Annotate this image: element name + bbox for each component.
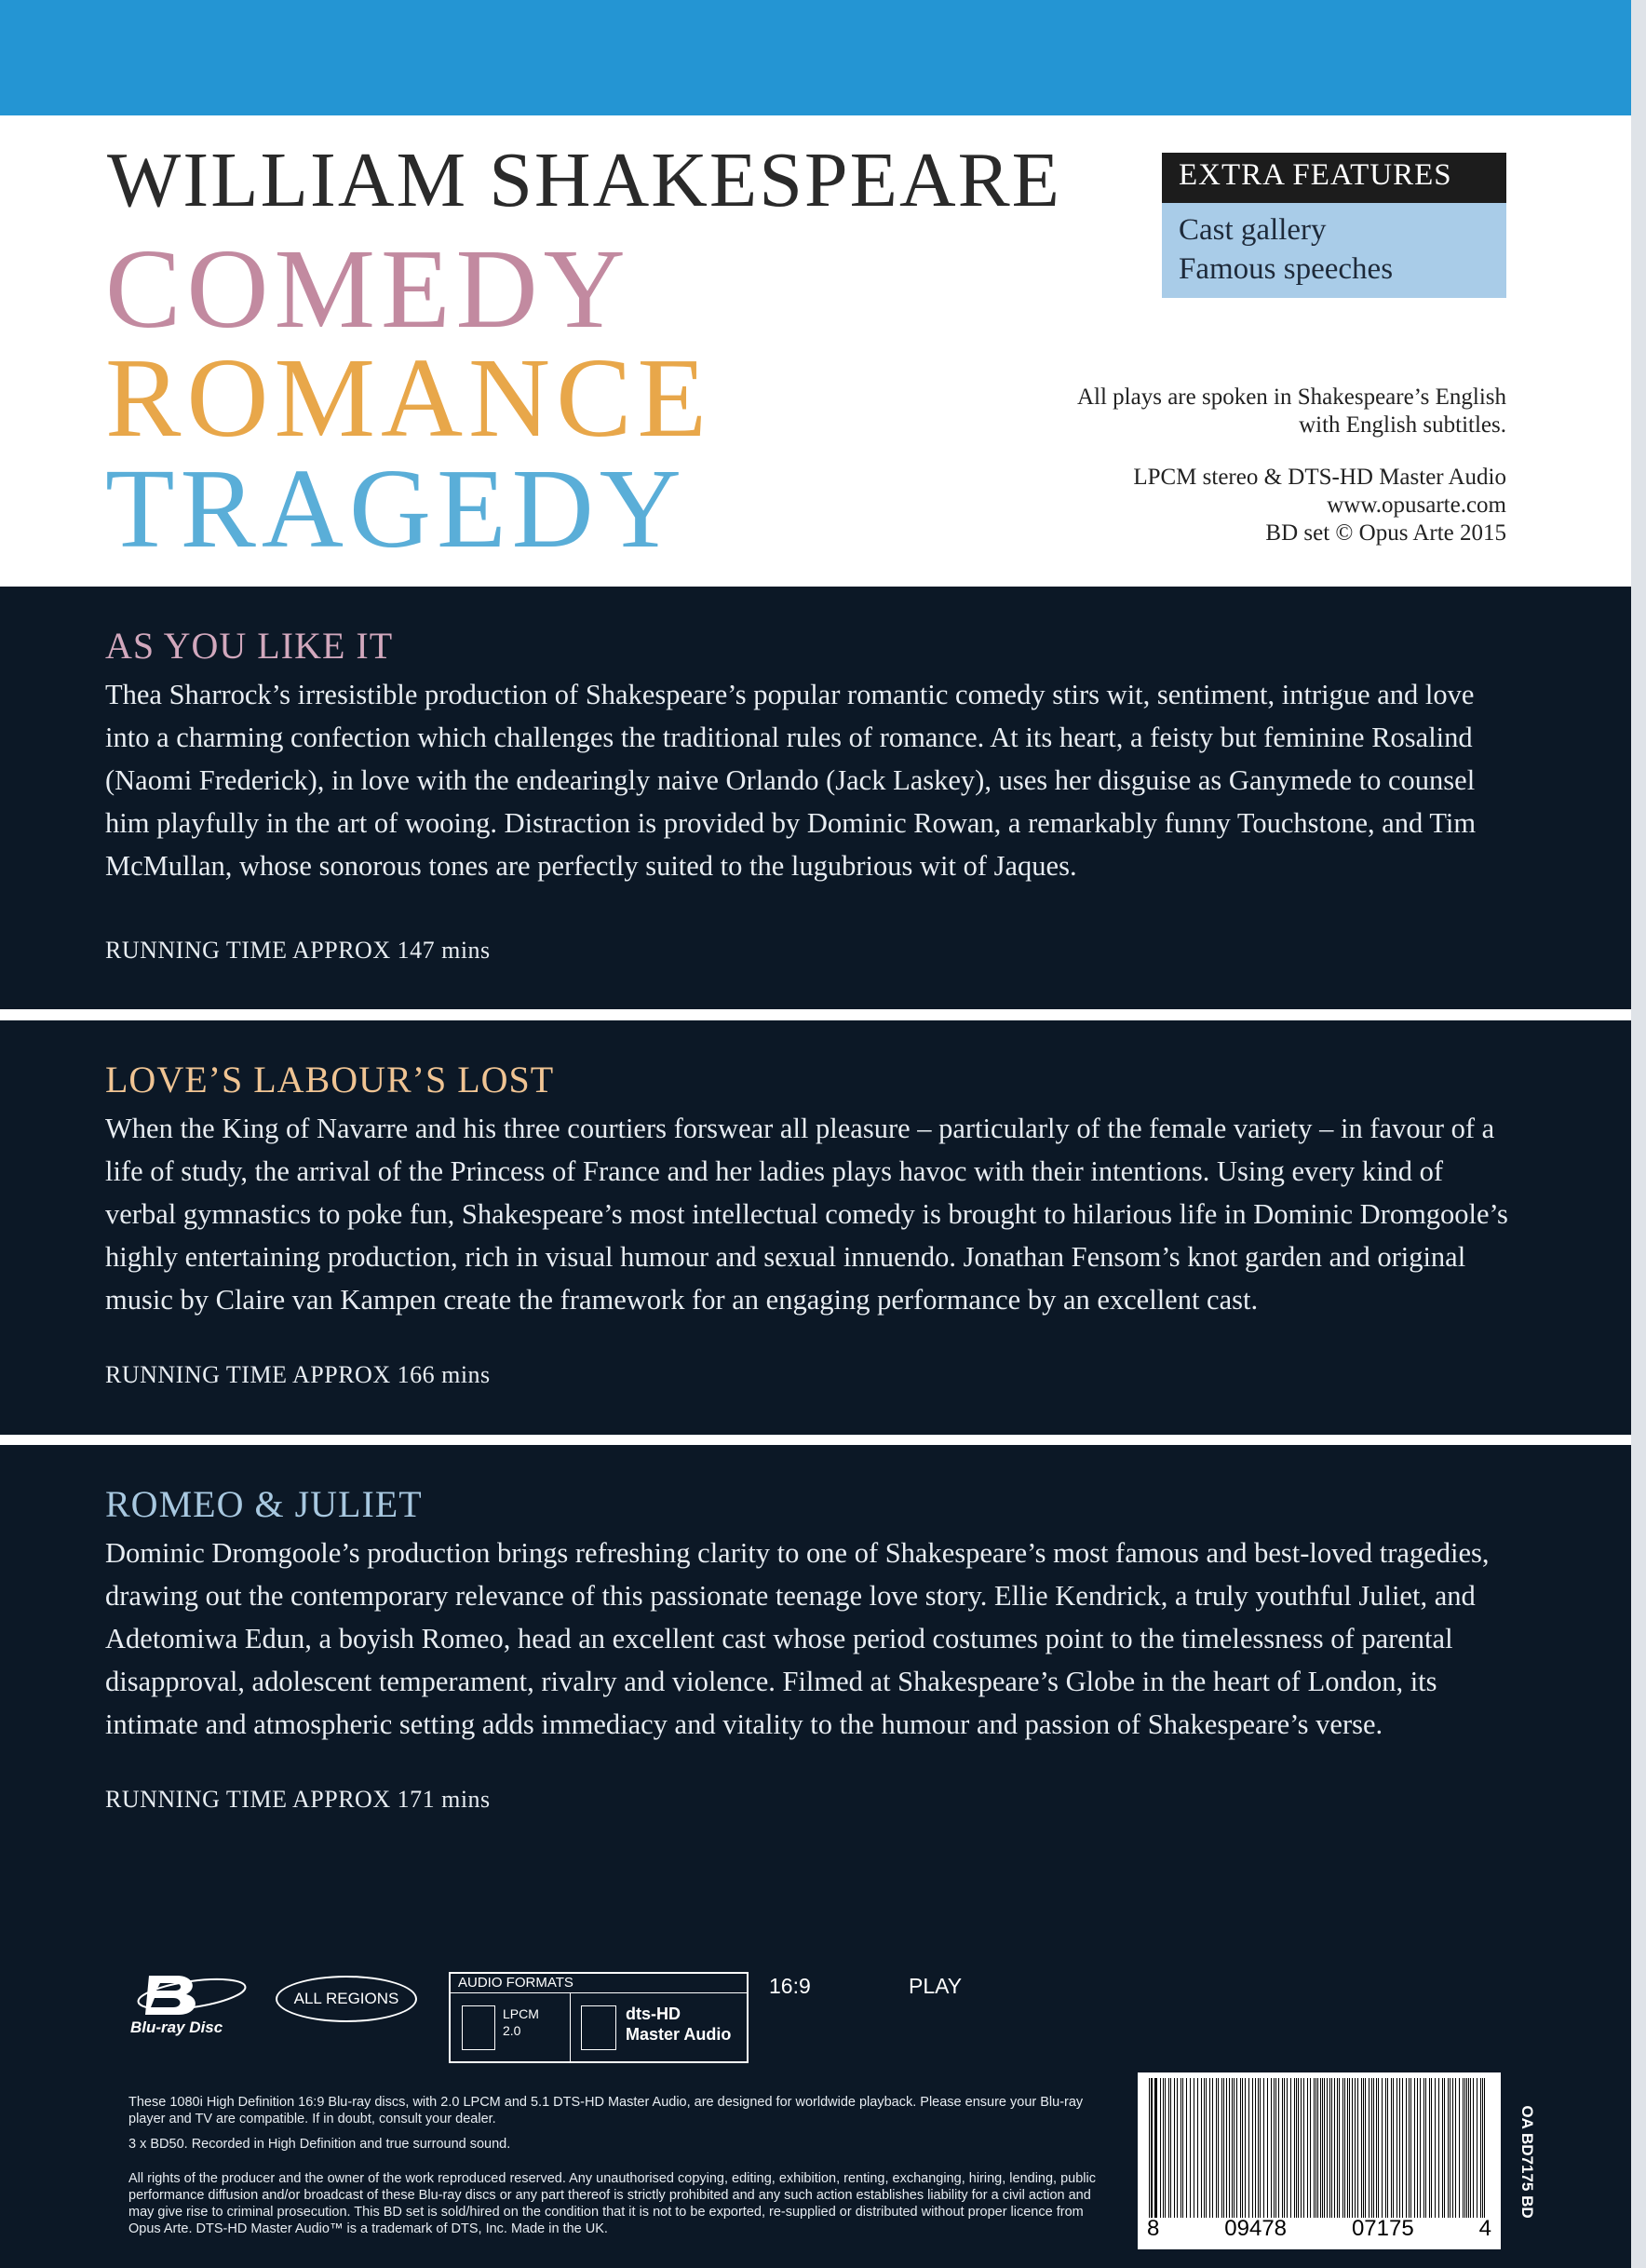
barcode-bar (1182, 2078, 1183, 2218)
barcode-bar (1387, 2078, 1388, 2218)
divider (451, 1992, 747, 1993)
barcode-bar (1163, 2078, 1164, 2218)
dts-master-audio: Master Audio (626, 2025, 732, 2044)
barcode-bar (1334, 2078, 1335, 2218)
divider (570, 1992, 571, 2061)
barcode-bar (1463, 2078, 1464, 2218)
barcode-bar (1339, 2078, 1340, 2218)
author-title: WILLIAM SHAKESPEARE (107, 137, 1061, 223)
barcode-bar (1296, 2078, 1297, 2218)
aspect-ratio: 16:9 (769, 1974, 811, 1998)
barcode-bar (1399, 2078, 1400, 2218)
dts-logo-text: dts-HD (626, 2005, 681, 2023)
barcode-bar (1240, 2078, 1241, 2218)
barcode-bar (1284, 2078, 1285, 2218)
barcode-bar (1232, 2078, 1233, 2218)
barcode-bar (1464, 2078, 1465, 2218)
play-title: AS YOU LIKE IT (105, 625, 394, 667)
barcode-bar (1355, 2078, 1356, 2218)
bluray-logo-text: Blu-ray Disc (130, 2018, 223, 2036)
barcode-bar (1414, 2078, 1415, 2218)
running-time: RUNNING TIME APPROX 166 mins (105, 1361, 491, 1388)
running-time: RUNNING TIME APPROX 171 mins (105, 1786, 491, 1813)
barcode-bar (1307, 2078, 1308, 2218)
play-panel-as-you-like-it (0, 587, 1646, 1009)
barcode (1138, 2072, 1501, 2249)
lpcm-label (503, 2005, 539, 2039)
barcode-bar (1357, 2078, 1358, 2218)
barcode-bar (1382, 2078, 1383, 2218)
barcode-bar (1177, 2078, 1178, 2218)
barcode-bar (1255, 2078, 1256, 2218)
barcode-bar (1260, 2078, 1261, 2218)
barcode-bar (1212, 2078, 1213, 2218)
barcode-bar (1331, 2078, 1332, 2218)
barcode-bar (1448, 2078, 1449, 2218)
production-info (1133, 464, 1506, 547)
barcode-bar (1310, 2078, 1311, 2218)
barcode-bar (1248, 2078, 1249, 2218)
barcode-bar (1378, 2078, 1379, 2218)
barcode-bar (1320, 2078, 1321, 2218)
barcode-bar (1429, 2078, 1430, 2218)
barcode-bar (1431, 2078, 1432, 2218)
barcode-bar (1322, 2078, 1323, 2218)
barcode-bar (1315, 2078, 1316, 2218)
barcode-bar (1466, 2078, 1467, 2218)
genre-comedy: COMEDY (105, 226, 631, 352)
barcode-bar (1349, 2078, 1350, 2218)
barcode-bar (1258, 2078, 1259, 2218)
barcode-bar (1190, 2078, 1191, 2218)
disc-info: 3 x BD50. Recorded in High Definition and true surround sound. (128, 2137, 511, 2152)
copyright: BD set © Opus Arte 2015 (1265, 520, 1506, 546)
barcode-bar (1168, 2078, 1169, 2218)
barcode-digit-group: 8 (1147, 2216, 1160, 2241)
barcode-bar (1409, 2078, 1410, 2218)
barcode-bar (1174, 2078, 1175, 2218)
top-color-bar (0, 0, 1646, 115)
barcode-bar (1425, 2078, 1426, 2218)
page-edge (1631, 0, 1646, 2268)
barcode-bar (1275, 2078, 1276, 2218)
barcode-bar (1236, 2078, 1237, 2218)
barcode-bars (1145, 2078, 1493, 2218)
barcode-bar (1287, 2078, 1288, 2218)
catalog-number (1508, 2078, 1545, 2246)
barcode-bar (1391, 2078, 1392, 2218)
lpcm-text: LPCM (503, 2006, 539, 2021)
barcode-bar (1459, 2078, 1460, 2218)
barcode-bar (1329, 2078, 1330, 2218)
play-panel-loves-labours-lost (0, 1020, 1646, 1435)
barcode-bar (1385, 2078, 1386, 2218)
play-description: Dominic Dromgoole’s production brings refreshing clarity to one of Shakespeare’s most famous and best-loved tragedies, drawing out the contemporary relevance of this passionate teenage love story. Ellie Kendrick, a truly youthful Juliet, and Adetomiwa Edun, a boyish Romeo, head an excellent cast whose period costumes point to the timelessness of parental disapproval, adolescent temperament, rivalry and violence. Filmed at Shakespeare’s Globe in the heart of London, its intimate and atmospheric setting adds immediacy and vitality to the humour and passion of Shakespeare’s verse. (105, 1537, 1490, 1740)
extra-features-box (1162, 153, 1506, 298)
barcode-bar (1406, 2078, 1407, 2218)
website: www.opusarte.com (1327, 493, 1506, 518)
barcode-bar (1229, 2078, 1230, 2218)
barcode-bar (1267, 2078, 1268, 2218)
barcode-bar (1226, 2078, 1227, 2218)
genre-romance: ROMANCE (105, 335, 713, 461)
barcode-bar (1252, 2078, 1253, 2218)
barcode-bar (1186, 2078, 1187, 2218)
barcode-bar (1468, 2078, 1469, 2218)
extra-features-list (1162, 203, 1506, 298)
play-label: PLAY (909, 1974, 963, 1998)
barcode-bar (1352, 2078, 1353, 2218)
play-description: When the King of Navarre and his three courtiers forswear all pleasure – particularly of the female variety – in favour of a life of study, the arrival of the Princess of France and her ladies plays havoc with their intentions. Using every kind of verbal gymnastics to poke fun, Shakespeare’s most intellectual comedy is brought to hilarious life in Dominic Dromgoole’s highly entertaining production, rich in visual humour and sexual innuendo. Jonathan Fensom’s knot garden and original music by Claire van Kampen create the framework for an engaging performance by an excellent cast. (105, 1113, 1508, 1316)
barcode-bar (1274, 2078, 1275, 2218)
barcode-bar (1216, 2078, 1217, 2218)
running-time: RUNNING TIME APPROX 147 mins (105, 937, 491, 964)
extra-feature-item: Famous speeches (1179, 252, 1394, 286)
barcode-bar (1373, 2078, 1374, 2218)
barcode-bar (1361, 2078, 1362, 2218)
play-title: LOVE’S LABOUR’S LOST (105, 1059, 555, 1100)
barcode-bar (1470, 2078, 1471, 2218)
barcode-bar (1206, 2078, 1207, 2218)
language-line: All plays are spoken in Shakespeare’s English (1076, 385, 1506, 410)
barcode-bar (1201, 2078, 1202, 2218)
barcode-bar (1154, 2078, 1157, 2218)
barcode-bar (1282, 2078, 1283, 2218)
barcode-bar (1344, 2078, 1345, 2218)
barcode-bar (1438, 2078, 1439, 2218)
barcode-bar (1314, 2078, 1315, 2218)
barcode-bar (1317, 2078, 1318, 2218)
barcode-bar (1337, 2078, 1338, 2218)
barcode-bar (1170, 2078, 1171, 2218)
barcode-bar (1245, 2078, 1246, 2218)
barcode-digit-group: 4 (1478, 2216, 1491, 2241)
barcode-digit-group: 07175 (1351, 2216, 1414, 2241)
barcode-bar (1410, 2078, 1411, 2218)
barcode-number (1138, 2216, 1501, 2242)
barcode-bar (1165, 2078, 1166, 2218)
barcode-bar (1444, 2078, 1445, 2218)
barcode-bar (1298, 2078, 1299, 2218)
barcode-bar (1393, 2078, 1394, 2218)
extra-feature-item: Cast gallery (1179, 213, 1327, 247)
barcode-bar (1482, 2078, 1483, 2218)
audio-formats-title: AUDIO FORMATS (458, 1975, 573, 1991)
barcode-bar (1347, 2078, 1348, 2218)
barcode-bar (1484, 2078, 1485, 2218)
barcode-bar (1435, 2078, 1436, 2218)
barcode-bar (1480, 2078, 1481, 2218)
barcode-bar (1294, 2078, 1295, 2218)
barcode-bar (1160, 2078, 1161, 2218)
language-note (1077, 384, 1506, 439)
barcode-bar (1204, 2078, 1205, 2218)
extra-features-title: EXTRA FEATURES (1162, 153, 1506, 203)
barcode-bar (1303, 2078, 1304, 2218)
barcode-bar (1151, 2078, 1153, 2218)
lpcm-icon (462, 2005, 495, 2050)
catalog-number-text: OA BD7175 BD (1518, 2105, 1536, 2219)
genre-tragedy: TRAGEDY (105, 446, 687, 572)
barcode-bar (1327, 2078, 1328, 2218)
barcode-bar (1301, 2078, 1302, 2218)
barcode-bar (1363, 2078, 1364, 2218)
barcode-bar (1455, 2078, 1456, 2218)
play-title: ROMEO & JULIET (105, 1483, 423, 1525)
barcode-bar (1271, 2078, 1272, 2218)
barcode-bar (1417, 2078, 1418, 2218)
header (0, 115, 1646, 587)
dts-label (626, 2004, 731, 2045)
compatibility-note: These 1080i High Definition 16:9 Blu-ray discs, with 2.0 LPCM and 5.1 DTS-HD Master Audio, are designed for worldwide playback. Please ensure your Blu-ray player and TV are compatible. If in doubt, consult your dealer. (128, 2095, 1084, 2126)
play-description: Thea Sharrock’s irresistible production of Shakespeare’s popular romantic comedy stirs wit, sentiment, intrigue and love into a charming confection which challenges the traditional rules of romance. At its heart, a feisty but feminine Rosalind (Naomi Frederick), in love with the endearingly naive Orlando (Jack Laskey), uses her disguise as Ganymede to counsel him playfully in the art of wooing. Distraction is provided by Dominic Rowan, a remarkably funny Touchstone, and Tim McMullan, whose sonorous tones are perfectly suited to the lugubrious wit of Jaques. (105, 679, 1477, 882)
language-line: with English subtitles. (1299, 412, 1506, 438)
rights-notice: All rights of the producer and the owner of the work reproduced reserved. Any unauthorised copying, editing, exhibition, renting, exchanging, hiring, lending, public performance diffusion and/or broadcast of these Blu-ray discs or any part thereof is strictly prohibited and any such action establishes liability for a civil action and may give rise to criminal prosecution. This BD set is sold/hired on the condition that it is not to be exported, re-supplied or distributed without proper licence from Opus Arte. DTS-HD Master Audio™ is a trademark of DTS, Inc. Made in the UK. (128, 2171, 1097, 2236)
barcode-bar (1371, 2078, 1372, 2218)
barcode-bar (1209, 2078, 1210, 2218)
audio-line: LPCM stereo & DTS-HD Master Audio (1133, 465, 1506, 490)
barcode-bar (1221, 2078, 1222, 2218)
lpcm-channels: 2.0 (503, 2023, 521, 2038)
format-logos (0, 1966, 1646, 2059)
barcode-bar (1452, 2078, 1453, 2218)
barcode-bar (1473, 2078, 1474, 2218)
barcode-bar (1402, 2078, 1403, 2218)
barcode-bar (1396, 2078, 1397, 2218)
barcode-bar (1342, 2078, 1343, 2218)
barcode-bar (1365, 2078, 1366, 2218)
barcode-bar (1149, 2078, 1150, 2218)
barcode-bar (1423, 2078, 1424, 2218)
dts-icon (581, 2005, 616, 2050)
barcode-bar (1420, 2078, 1421, 2218)
barcode-bar (1223, 2078, 1224, 2218)
barcode-digit-group: 09478 (1224, 2216, 1288, 2241)
barcode-bar (1442, 2078, 1443, 2218)
audio-formats-box (449, 1972, 749, 2063)
barcode-bar (1263, 2078, 1264, 2218)
barcode-bar (1242, 2078, 1243, 2218)
barcode-bar (1376, 2078, 1377, 2218)
barcode-bar (1278, 2078, 1279, 2218)
barcode-bar (1290, 2078, 1291, 2218)
barcode-bar (1324, 2078, 1325, 2218)
all-regions-badge: ALL REGIONS (276, 1976, 417, 2022)
barcode-bar (1197, 2078, 1198, 2218)
barcode-bar (1218, 2078, 1219, 2218)
